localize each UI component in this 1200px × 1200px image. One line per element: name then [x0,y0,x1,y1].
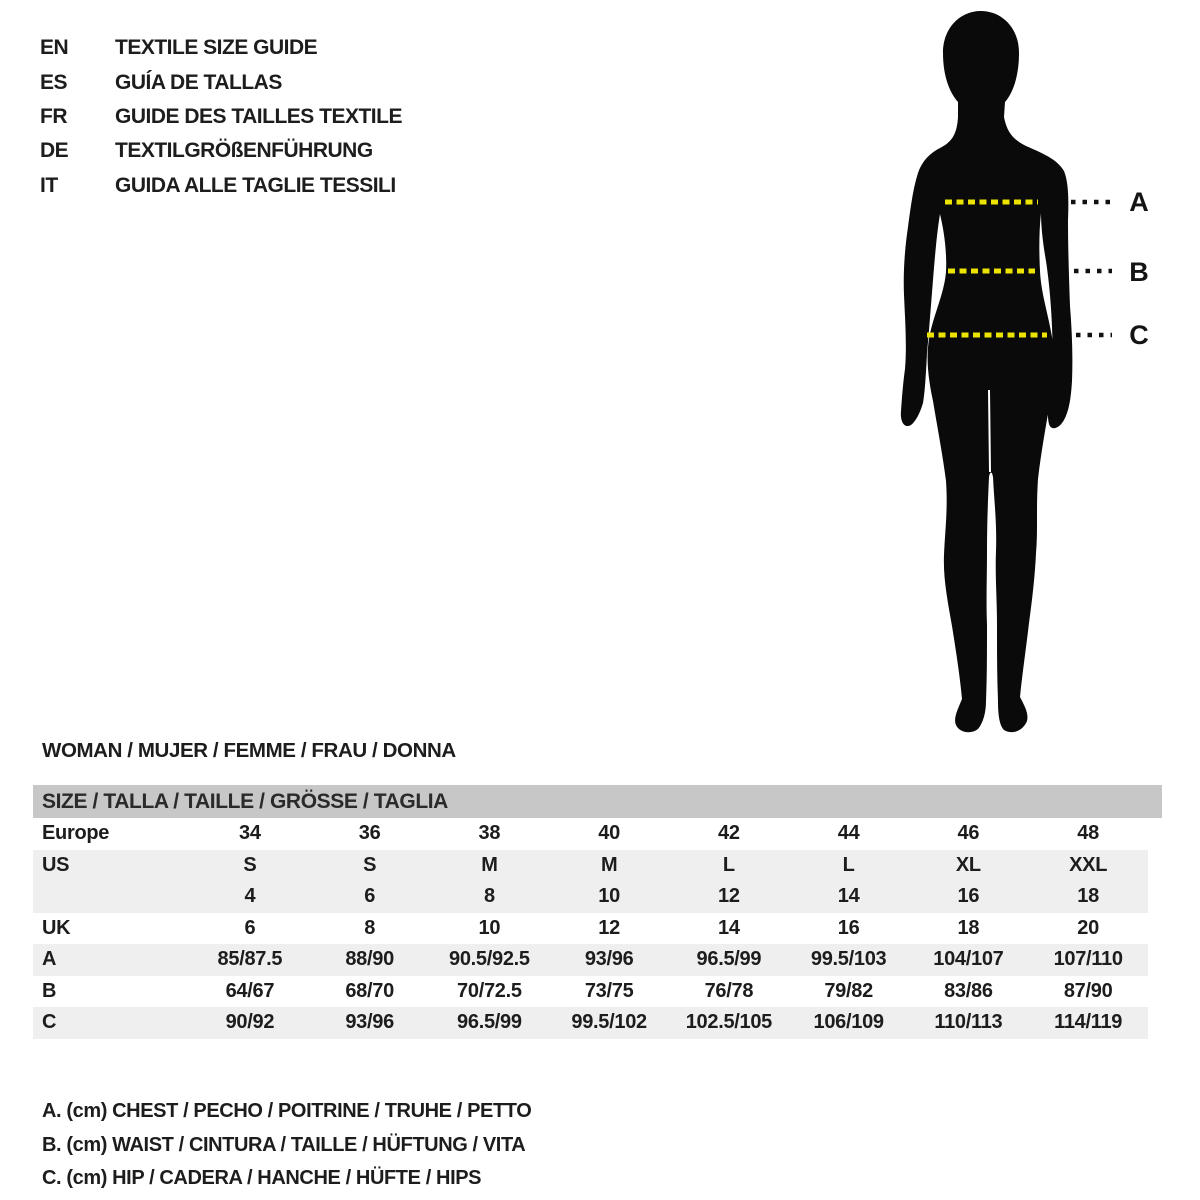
table-cell: 12 [718,885,740,908]
table-row-hip-c [33,1007,1148,1039]
row-label: US [42,853,70,876]
table-cell: 110/113 [934,1011,1003,1034]
table-cell: 36 [358,822,381,845]
row-label: Europe [42,822,110,845]
table-cell: 34 [239,822,261,845]
table-cell: 18 [1077,885,1099,908]
table-cell: 4 [244,885,256,908]
marker-label-a: A [1129,187,1149,217]
language-code: EN [40,36,69,60]
language-title: TEXTILGRÖßENFÜHRUNG [115,139,373,163]
table-cell: 96.5/99 [696,948,762,971]
table-cell: 14 [718,916,740,939]
size-table [33,785,1162,1039]
language-title: GUIDE DES TAILLES TEXTILE [115,104,402,128]
table-cell: 90.5/92.5 [449,948,530,971]
table-cell: S [243,853,257,876]
table-cell: 20 [1077,916,1099,939]
language-title-block [40,31,402,203]
table-cell: 42 [718,822,740,845]
language-row-de [40,134,402,168]
table-cell: 38 [478,822,501,845]
legend-hip: C. (cm) HIP / CADERA / HANCHE / HÜFTE / HIPS [42,1166,482,1189]
section-title: WOMAN / MUJER / FEMME / FRAU / DONNA [42,739,456,762]
marker-label-c: C [1129,320,1149,350]
table-cell: 87/90 [1063,979,1113,1002]
table-cell: 46 [957,822,980,845]
table-cell: 44 [837,822,860,845]
table-cell: 90/92 [225,1011,275,1034]
table-cell: 83/86 [944,979,993,1002]
language-code: FR [40,104,67,128]
table-cell: 70/72.5 [457,979,522,1002]
language-row-fr [40,100,402,134]
table-cell: 114/119 [1054,1011,1123,1034]
table-row-us [33,850,1148,882]
row-label: C [42,1011,57,1034]
table-cell: 18 [957,916,980,939]
table-row-uk [33,913,1148,945]
language-code: DE [40,139,69,163]
woman-silhouette-svg [855,0,1200,745]
table-cell: 8 [483,885,495,908]
table-cell: 10 [598,885,620,908]
language-title: TEXTILE SIZE GUIDE [115,36,318,60]
legend-chest: A. (cm) CHEST / PECHO / POITRINE / TRUHE / PETTO [42,1100,532,1123]
woman-silhouette [901,11,1073,732]
legend-waist: B. (cm) WAIST / CINTURA / TAILLE / HÜFTUNG / VITA [42,1133,526,1156]
measurement-legend [42,1095,531,1195]
table-cell: 107/110 [1053,948,1123,971]
table-cell: 76/78 [704,979,754,1002]
table-cell: 8 [364,916,376,939]
table-cell: L [722,853,735,876]
table-cell: M [600,853,618,876]
table-cell: 102.5/105 [685,1011,773,1034]
table-cell: S [363,853,377,876]
table-cell: 85/87.5 [217,948,283,971]
table-cell: XL [955,853,981,876]
table-cell: 73/75 [584,979,634,1002]
table-row-chest-a [33,944,1148,976]
table-row-us-numeric [33,881,1148,913]
language-code: ES [40,70,68,94]
table-cell: 6 [364,885,376,908]
language-row-en [40,31,402,65]
language-title: GUIDA ALLE TAGLIE TESSILI [115,173,396,197]
table-cell: XXL [1069,853,1108,876]
table-cell: 14 [837,885,860,908]
size-table-header: SIZE / TALLA / TAILLE / GRÖSSE / TAGLIA [33,785,1162,818]
table-row-waist-b [33,976,1148,1008]
table-cell: 16 [957,885,980,908]
language-row-it [40,169,402,203]
table-cell: 40 [598,822,620,845]
table-row-europe [33,818,1148,850]
table-cell: 104/107 [933,948,1004,971]
table-cell: 106/109 [813,1011,884,1034]
table-cell: 12 [598,916,620,939]
table-cell: 79/82 [824,979,873,1002]
table-cell: 68/70 [345,979,394,1002]
table-cell: 93/96 [584,948,634,971]
table-cell: 99.5/103 [810,948,887,971]
table-cell: 99.5/102 [571,1011,647,1034]
table-cell: 48 [1077,822,1099,845]
language-title: GUÍA DE TALLAS [115,70,282,94]
row-label: A [42,948,57,971]
table-cell: 64/67 [225,979,275,1002]
language-code: IT [40,173,58,197]
marker-label-b: B [1129,257,1149,287]
measurement-figure [855,0,1200,745]
table-cell: 88/90 [345,948,394,971]
table-cell: 16 [837,916,860,939]
table-cell: 6 [244,916,256,939]
row-label: B [42,979,57,1002]
leg-separation-line [989,390,990,472]
table-cell: M [481,853,498,876]
table-cell: 93/96 [345,1011,394,1034]
row-label: UK [42,916,71,939]
table-cell: 96.5/99 [457,1011,522,1034]
table-cell: L [842,853,855,876]
language-row-es [40,65,402,99]
table-cell: 10 [478,916,501,939]
